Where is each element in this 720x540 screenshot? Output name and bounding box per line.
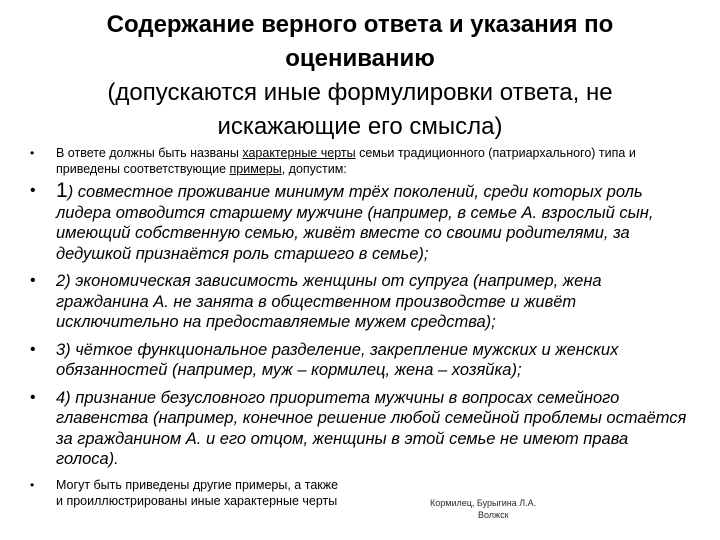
intro-item [30,145,690,177]
item-text: 2) экономическая зависимость женщины от супруга (например, жена гражданина А. не занята в общественном производстве и живёт исключительно на предоставляемые мужем средства); [56,272,602,331]
closing-line-2: и проиллюстрированы иные характерные черты [56,493,338,508]
bullet-icon: • [30,340,36,358]
footer-note [430,497,536,521]
bullet-icon: • [30,182,36,199]
item-number: 1 [56,179,68,202]
bullet-icon: • [30,388,36,406]
item-text: 3) чёткое функциональное разделение, закрепление мужских и женских обязанностей (например, муж – кормилец, жена – хозяйка); [56,340,619,379]
intro-link-features: характерные черты [242,146,356,160]
closing-item [30,477,690,509]
answer-list [30,145,690,513]
bullet-icon: • [30,146,35,160]
bullet-icon: • [30,477,35,492]
title-line-2: оцениванию [285,45,435,72]
item-text: 4) признание безусловного приоритета мужчины в вопросах семейного главенства (например, конечное решение любой семейной проблемы остаётся за гражданином А. и его отцом, женщины в этой семье не имеют права голоса). [56,388,687,468]
title-line-4: искажающие его смысла) [217,113,503,140]
closing-line-1: Могут быть приведены другие примеры, а также [56,477,339,492]
slide-title [40,8,680,144]
footer-line-1: Кормилец, Бурыгина Л.А. [430,498,537,508]
list-item [30,340,690,381]
title-line-3: (допускаются иные формулировки ответа, не [107,79,613,106]
list-item [30,271,690,333]
list-item [30,181,690,264]
intro-text-1: В ответе должны быть названы [56,146,243,160]
intro-text-3: , допустим: [281,162,347,176]
list-item [30,388,690,470]
intro-text-2: семьи традиционного (патриархального) типа и приведены соответствующие [56,146,636,176]
title-line-1: Содержание верного ответа и указания по [106,11,614,38]
footer-line-2: Волжск [478,510,509,520]
bullet-icon: • [30,272,36,289]
intro-link-examples: примеры [229,162,282,176]
item-text: ) совместное проживание минимум трёх поколений, среди которых роль лидера отводится старшему мужчине (например, в семье А. взрослый сын, имеющий собственную семью, живёт вместе со своими родителями, за дедушкой признаётся роль старшего в семье); [56,183,654,263]
